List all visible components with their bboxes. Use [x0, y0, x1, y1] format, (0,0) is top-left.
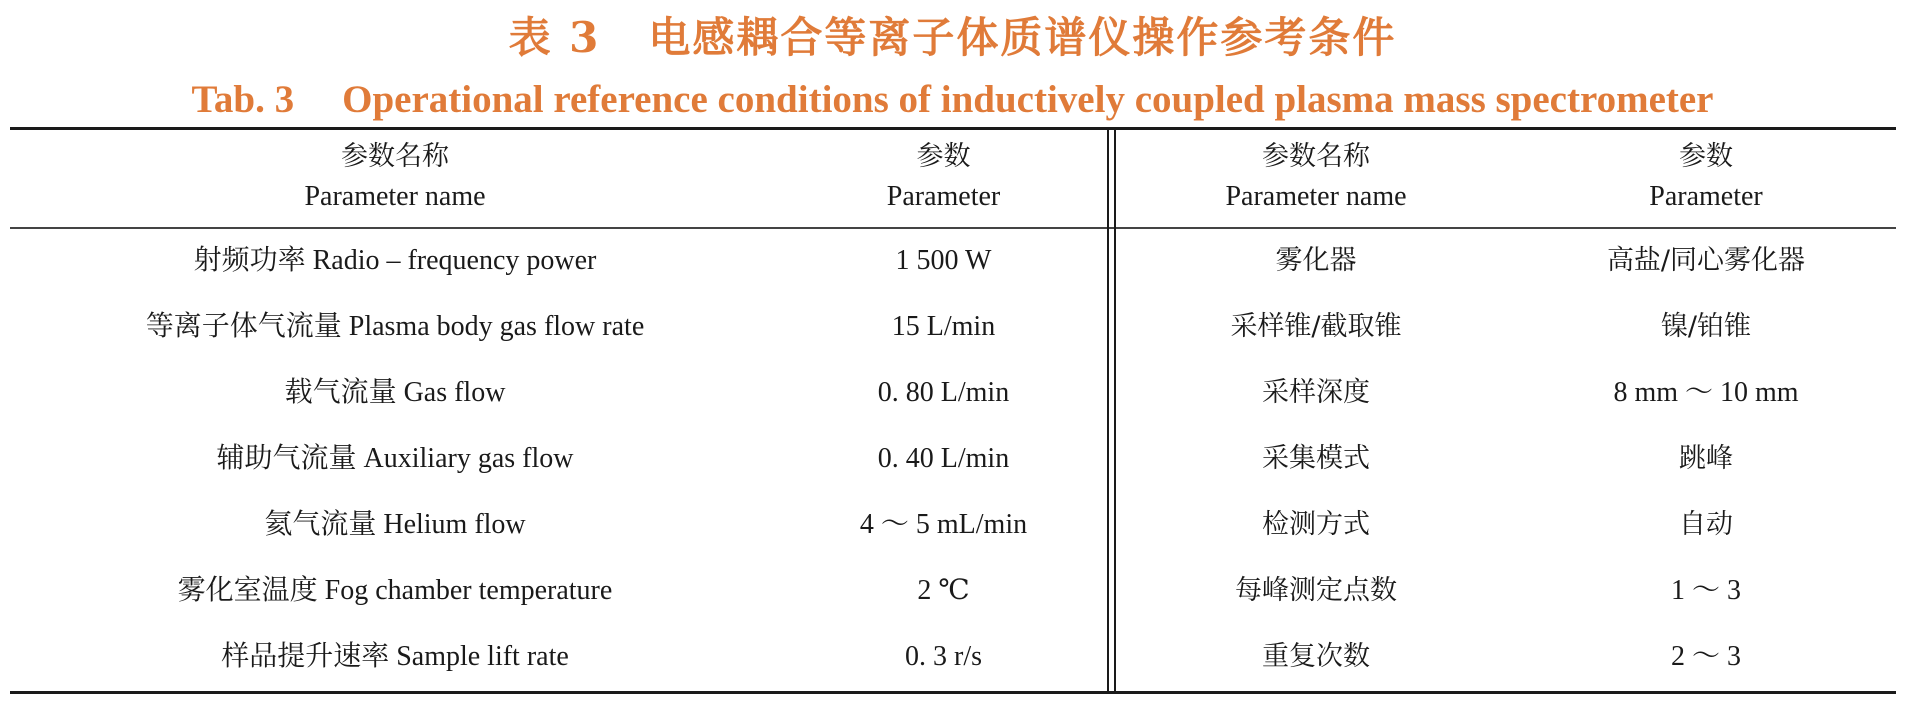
- caption-zh-label: 表 3: [508, 13, 601, 62]
- table-row: [10, 558, 1896, 624]
- cell-param-value: 镍/铂锥: [1660, 311, 1752, 342]
- header-parameter-name-left: [10, 137, 780, 223]
- cell-param-name: 射频功率 Radio – frequency power: [193, 245, 597, 276]
- caption-en-title: Operational reference conditions of inductively coupled plasma mass spectrometer: [342, 78, 1714, 121]
- cell-param-name: 辅助气流量 Auxiliary gas flow: [216, 443, 574, 474]
- cell-param-value: 0. 40 L/min: [877, 443, 1010, 474]
- cell-param-name: 氦气流量 Helium flow: [264, 509, 526, 540]
- table-row: [10, 294, 1896, 360]
- header-en: Parameter: [1649, 181, 1763, 212]
- header-zh: 参数名称: [1262, 141, 1370, 172]
- table-row: [10, 228, 1896, 294]
- cell-param-value: 2 ～ 3: [1670, 641, 1741, 672]
- table-top-rule: [10, 127, 1896, 130]
- cell-param-value: 4 ～ 5 mL/min: [859, 509, 1028, 540]
- cell-param-name: 采集模式: [1262, 443, 1370, 474]
- table-row: [10, 492, 1896, 558]
- header-zh: 参数: [1679, 141, 1733, 172]
- cell-param-name: 样品提升速率 Sample lift rate: [221, 641, 569, 672]
- caption-en-label: Tab. 3: [191, 78, 295, 121]
- cell-param-value: 跳峰: [1679, 443, 1733, 474]
- cell-param-name: 检测方式: [1262, 509, 1370, 540]
- cell-param-value: 15 L/min: [891, 311, 996, 342]
- cell-param-name: 雾化器: [1275, 245, 1357, 276]
- cell-param-name: 载气流量 Gas flow: [284, 377, 506, 408]
- parameter-table: [10, 127, 1896, 696]
- cell-param-value: 0. 80 L/min: [877, 377, 1010, 408]
- header-zh: 参数名称: [341, 141, 449, 172]
- caption-zh-title: 电感耦合等离子体质谱仪操作参考条件: [648, 13, 1397, 62]
- header-parameter-name-right: [1116, 137, 1516, 223]
- cell-param-value: 8 mm ～ 10 mm: [1613, 377, 1799, 408]
- header-en: Parameter: [886, 181, 1001, 212]
- header-parameter-left: [780, 137, 1107, 223]
- header-zh: 参数: [916, 141, 971, 172]
- cell-param-value: 0. 3 r/s: [905, 641, 982, 672]
- cell-param-name: 雾化室温度 Fog chamber temperature: [177, 575, 613, 606]
- cell-param-value: 1 500 W: [895, 245, 992, 276]
- header-parameter-right: [1516, 137, 1896, 223]
- cell-param-value: 高盐/同心雾化器: [1606, 245, 1806, 276]
- cell-param-value: 自动: [1679, 509, 1733, 540]
- cell-param-value: 2 ℃: [917, 575, 970, 606]
- table-caption-zh: [0, 8, 1905, 68]
- table-caption-en: [0, 72, 1905, 128]
- table-row: [10, 360, 1896, 426]
- header-en: Parameter name: [1225, 181, 1407, 212]
- cell-param-value: 1 ～ 3: [1670, 575, 1741, 606]
- cell-param-name: 每峰测定点数: [1235, 575, 1397, 606]
- cell-param-name: 采样锥/截取锥: [1230, 311, 1402, 342]
- cell-param-name: 等离子体气流量 Plasma body gas flow rate: [145, 311, 645, 342]
- cell-param-name: 重复次数: [1262, 641, 1370, 672]
- table-bottom-rule: [10, 691, 1896, 694]
- table-row: [10, 426, 1896, 492]
- cell-param-name: 采样深度: [1262, 377, 1370, 408]
- table-row: [10, 624, 1896, 690]
- header-en: Parameter name: [304, 181, 486, 212]
